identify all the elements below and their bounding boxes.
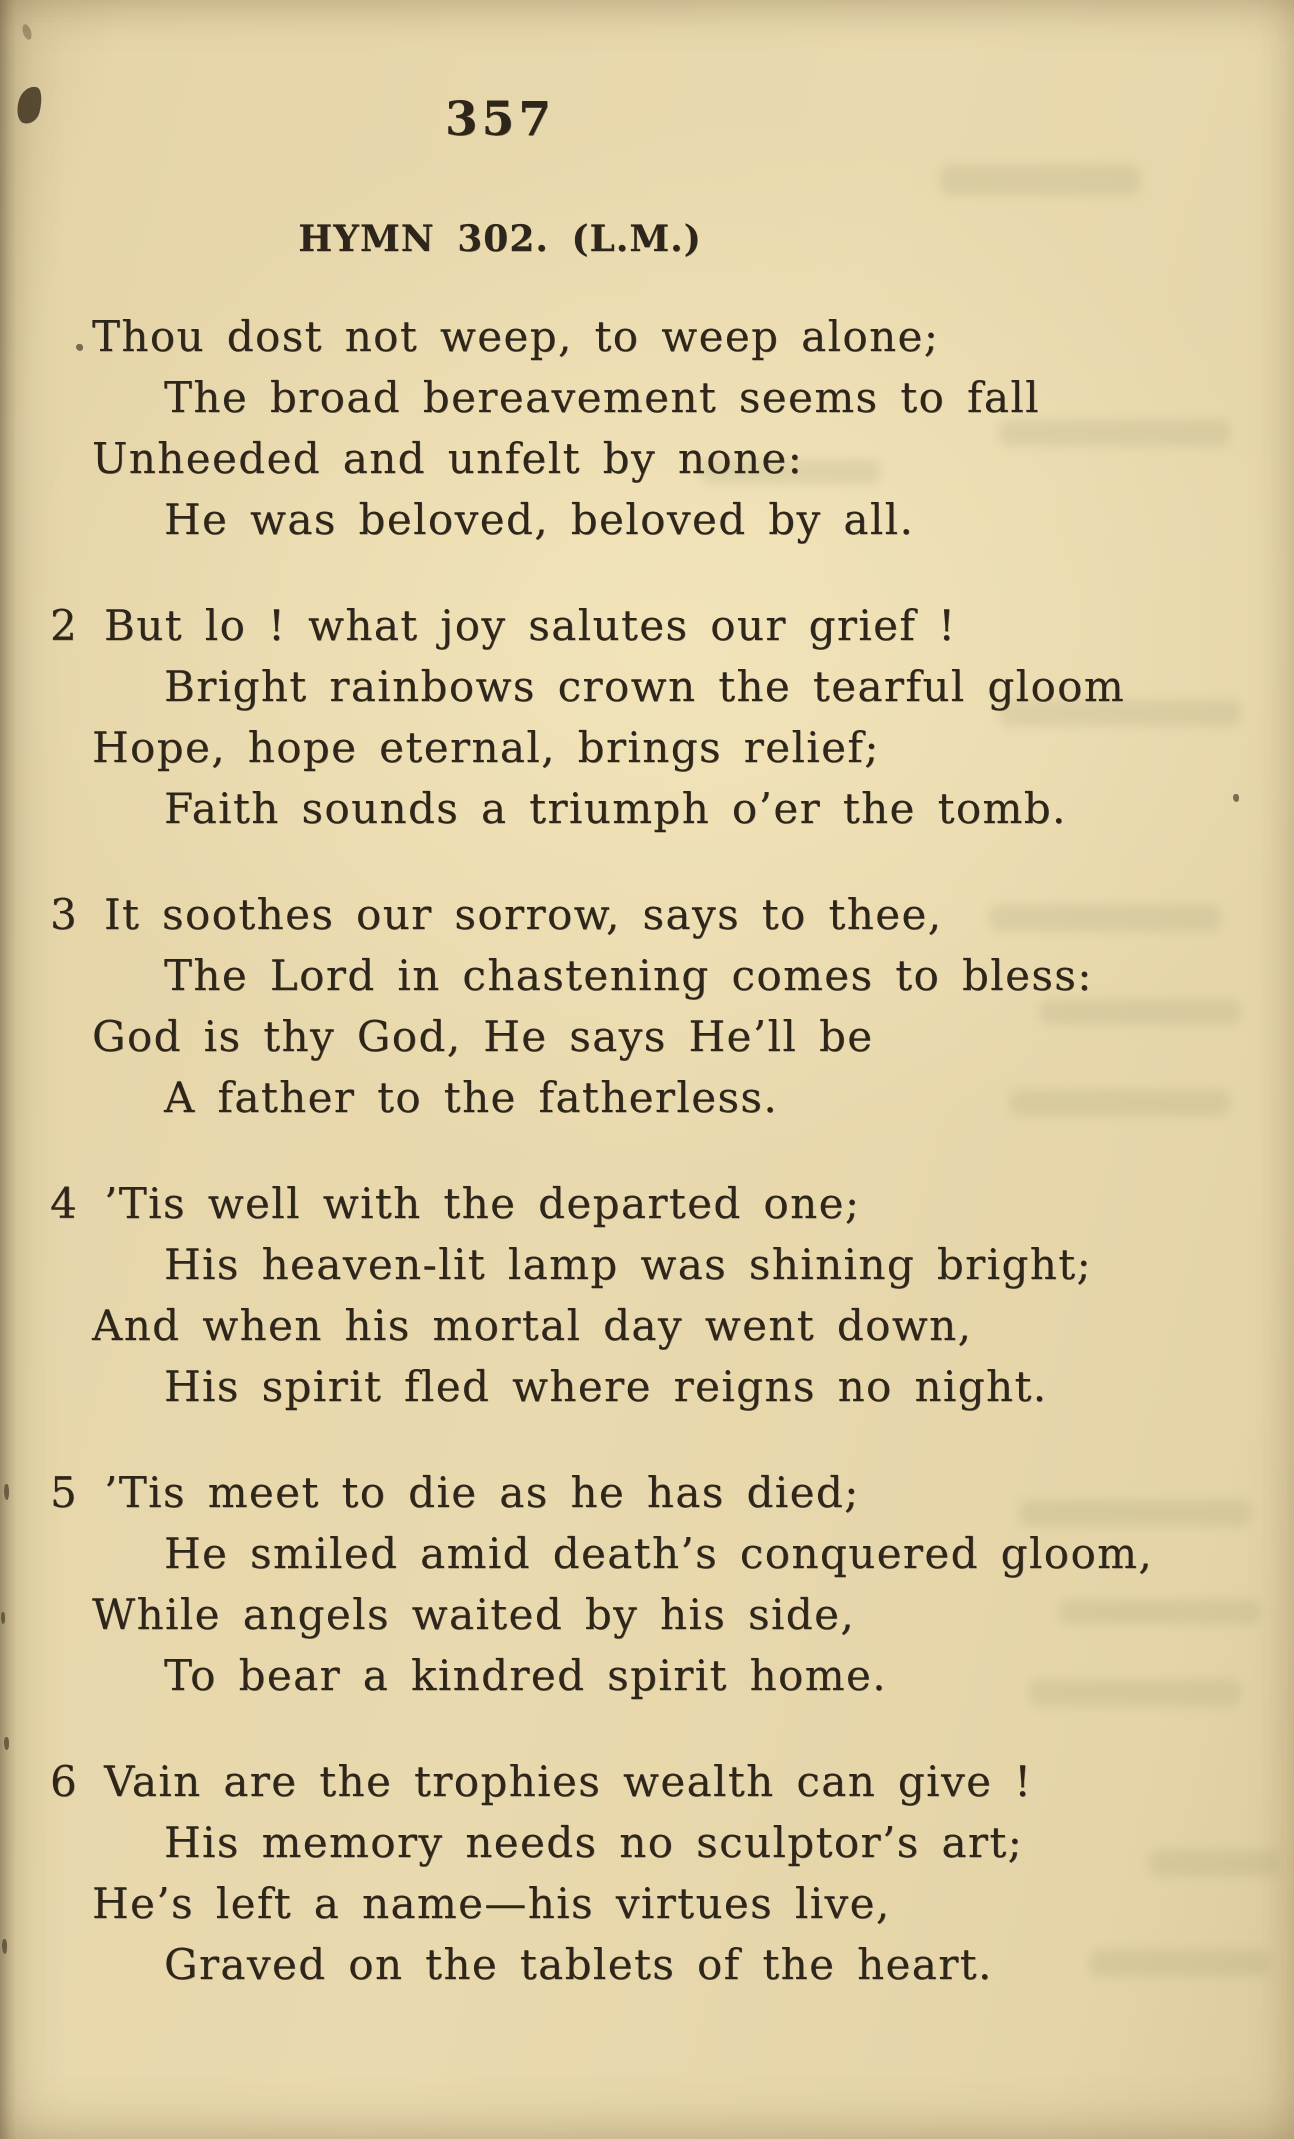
verse-number: 4: [50, 1179, 79, 1228]
hymn-line: Graved on the tablets of the heart.: [164, 1940, 993, 1989]
hymn-line: And when his mortal day went down,: [92, 1301, 973, 1350]
verse-number: 2: [50, 601, 79, 650]
stanza-3: [50, 884, 1252, 1128]
hymn-line: Vain are the trophies wealth can give !: [104, 1757, 1033, 1806]
hymn-line: To bear a kindred spirit home.: [164, 1651, 887, 1700]
page-edge-speck: [2, 1939, 7, 1954]
hymn-line: He was beloved, beloved by all.: [164, 495, 915, 544]
hymn-line: It soothes our sorrow, says to thee,: [104, 890, 943, 939]
hymn-line: Bright rainbows crown the tearful gloom: [164, 662, 1126, 711]
show-through-artifact: [940, 165, 1140, 195]
hymn-line: While angels waited by his side,: [92, 1590, 856, 1639]
hymn-line: He’s left a name—his virtues live,: [92, 1879, 891, 1928]
hymn-heading: HYMN 302. (L.M.): [298, 218, 702, 260]
hymn-line: A father to the fatherless.: [164, 1073, 779, 1122]
hymn-line: Faith sounds a triumph o’er the tomb.: [164, 784, 1067, 833]
hymn-line: His heaven-lit lamp was shining bright;: [164, 1240, 1093, 1289]
hymn-line: ’Tis meet to die as he has died;: [104, 1468, 860, 1517]
hymn-line: Unheeded and unfelt by none:: [92, 434, 804, 483]
stanza-1: [92, 306, 1252, 550]
stanza-5: [50, 1462, 1252, 1706]
hymn-line: The Lord in chastening comes to bless:: [164, 951, 1093, 1000]
stanza-6: [50, 1751, 1252, 1995]
stanza-2: [50, 595, 1252, 839]
page-speck: [76, 344, 83, 351]
verse-number: 5: [50, 1468, 79, 1517]
hymn-line: Thou dost not weep, to weep alone;: [92, 312, 940, 361]
page-number: 357: [444, 92, 556, 147]
hymn-line: His memory needs no sculptor’s art;: [164, 1818, 1024, 1867]
page-binding-edge: [0, 0, 16, 2139]
verse-number: 3: [50, 890, 79, 939]
hymn-line: ’Tis well with the departed one;: [104, 1179, 861, 1228]
stanza-4: [50, 1173, 1252, 1417]
hymn-line: The broad bereavement seems to fall: [164, 373, 1041, 422]
verse-number: 6: [50, 1757, 79, 1806]
page-edge-speck: [4, 1484, 9, 1500]
hymn-text: [50, 306, 1252, 2040]
hymn-line: God is thy God, He says He’ll be: [92, 1012, 874, 1061]
hymn-line: But lo ! what joy salutes our grief !: [104, 601, 957, 650]
hymn-line: Hope, hope eternal, brings relief;: [92, 723, 880, 772]
hymn-line: He smiled amid death’s conquered gloom,: [164, 1529, 1154, 1578]
page-edge-speck: [1, 1612, 5, 1624]
hymn-line: His spirit fled where reigns no night.: [164, 1362, 1048, 1411]
page-edge-speck: [4, 1737, 9, 1750]
ink-speck-artifact: [21, 23, 34, 41]
